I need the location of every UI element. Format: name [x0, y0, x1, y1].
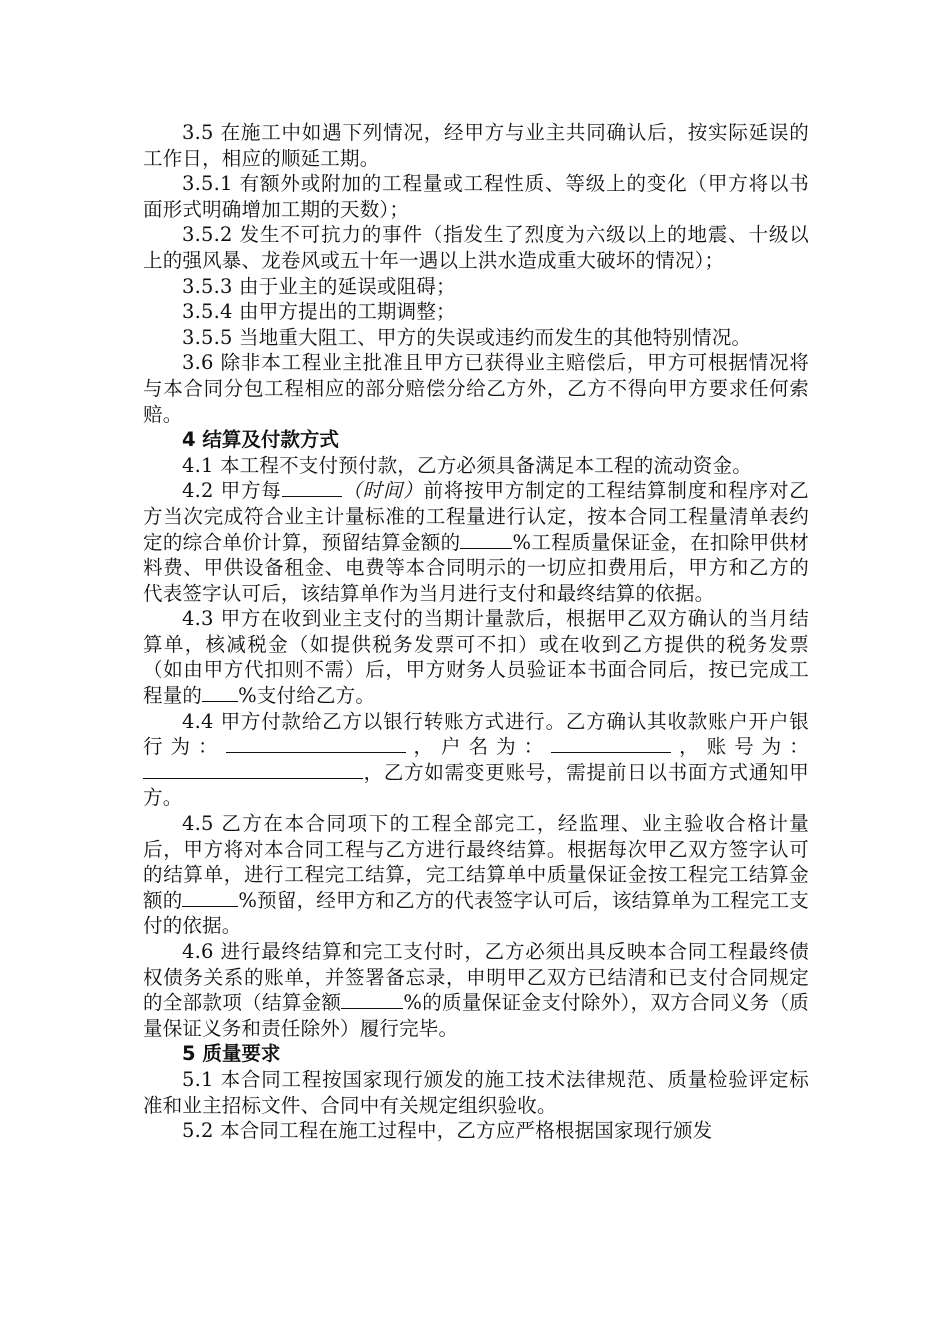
clause-3-6: 3.6 除非本工程业主批准且甲方已获得业主赔偿后，甲方可根据情况将与本合同分包工程相应的部分赔偿分给乙方外，乙方不得向甲方要求任何索赔。	[143, 351, 809, 426]
section-heading-4: 4 结算及付款方式	[182, 428, 339, 452]
clause-4-5-part-a: 4.5 乙方在本合同项下的工程全部完工，经监理、业主验收合格计量后，甲方将对本合同工程与乙方进行最终结算。根据每次甲乙双方签字认可的结算单，进行工程完工结算，完工结算单中质量保证金按工程完工结算金额的	[143, 812, 809, 912]
warranty-percent-blank[interactable]	[341, 990, 403, 1009]
document-body	[143, 120, 809, 1144]
clause-4-2-part-c: %工程质量保证金，在扣除甲供材料费、甲供设备租金、电费等本合同明示的一切应扣费用后，甲方和乙方的代表签字认可后，该结算单作为当月进行支付和最终结算的依据。	[143, 530, 810, 605]
clause-4-6-part-a: 4.6 进行最终结算和完工支付时，乙方必须出具反映本合同工程最终债权债务关系的账单，并签署备忘录，申明甲乙双方已结清和已支付合同规定的全部款项（结算金额	[143, 940, 809, 1015]
account-number-blank[interactable]	[143, 760, 363, 779]
clause-4-4-part-c: ，账号为：	[671, 735, 809, 759]
clause-3-5: 3.5 在施工中如遇下列情况，经甲方与业主共同确认后，按实际延误的工作日，相应的顺延工期。	[143, 121, 809, 170]
clause-4-6-part-b: %的质量保证金支付除外），双方合同义务（质量保证义务和责任除外）履行完毕。	[143, 991, 809, 1040]
account-holder-blank[interactable]	[551, 734, 671, 753]
clause-4-6	[143, 939, 809, 1041]
clause-4-5-part-b: %预留，经甲方和乙方的代表签字认可后，该结算单为工程完工支付的依据。	[143, 888, 809, 938]
clause-3-5-4: 3.5.4 由甲方提出的工期调整；	[182, 300, 456, 324]
time-hint: （时间）	[341, 479, 424, 503]
clause-3-5-2: 3.5.2 发生不可抗力的事件（指发生了烈度为六级以上的地震、十级以上的强风暴、龙卷风或五十年一遇以上洪水造成重大破坏的情况）；	[143, 223, 809, 272]
clause-4-2-part-b: 前将按甲方制定的工程结算制度和程序对乙方当次完成符合业主计量标准的工程量进行认定，按本合同工程量清单表约定的综合单价计算，预留结算金额的	[143, 479, 809, 554]
clause-4-4	[143, 709, 809, 811]
retention-percent-blank[interactable]	[460, 530, 512, 549]
clause-3-5-3: 3.5.3 由于业主的延误或阻碍；	[182, 274, 456, 298]
clause-4-4-part-b: ，户名为：	[405, 735, 552, 759]
clause-5-2: 5.2 本合同工程在施工过程中，乙方应严格根据国家现行颁发	[182, 1119, 713, 1143]
payment-percent-blank[interactable]	[202, 683, 238, 702]
clause-4-4-part-d: ，乙方如需变更账号，需提前日以书面方式通知甲方。	[143, 760, 809, 810]
bank-name-blank[interactable]	[226, 734, 406, 753]
time-blank[interactable]	[282, 478, 342, 497]
clause-3-5-5: 3.5.5 当地重大阻工、甲方的失误或违约而发生的其他特别情况。	[182, 325, 752, 349]
clause-4-2	[143, 478, 809, 606]
clause-4-3-part-a: 4.3 甲方在收到业主支付的当期计量款后，根据甲乙双方确认的当月结算单，核减税金（如提供税务发票可不扣）或在收到乙方提供的税务发票（如由甲方代扣则不需）后，甲方财务人员验证本书面合同后，按已完成工程量的	[143, 607, 809, 708]
clause-5-1: 5.1 本合同工程按国家现行颁发的施工技术法律规范、质量检验评定标准和业主招标文件、合同中有关规定组织验收。	[143, 1067, 809, 1117]
clause-4-1: 4.1 本工程不支付预付款，乙方必须具备满足本工程的流动资金。	[182, 453, 752, 477]
clause-3-5-1: 3.5.1 有额外或附加的工程量或工程性质、等级上的变化（甲方将以书面形式明确增加工期的天数）；	[143, 172, 809, 221]
section-heading-5: 5 质量要求	[182, 1042, 281, 1066]
clause-4-3-part-b: %支付给乙方。	[238, 684, 376, 708]
clause-4-3	[143, 606, 809, 708]
clause-4-4-part-a: 4.4 甲方付款给乙方以银行转账方式进行。乙方确认其收款账户开户银行为：	[143, 709, 809, 759]
clause-4-2-part-a: 4.2 甲方每	[182, 479, 282, 503]
final-retention-percent-blank[interactable]	[182, 888, 238, 907]
clause-4-5	[143, 811, 809, 939]
